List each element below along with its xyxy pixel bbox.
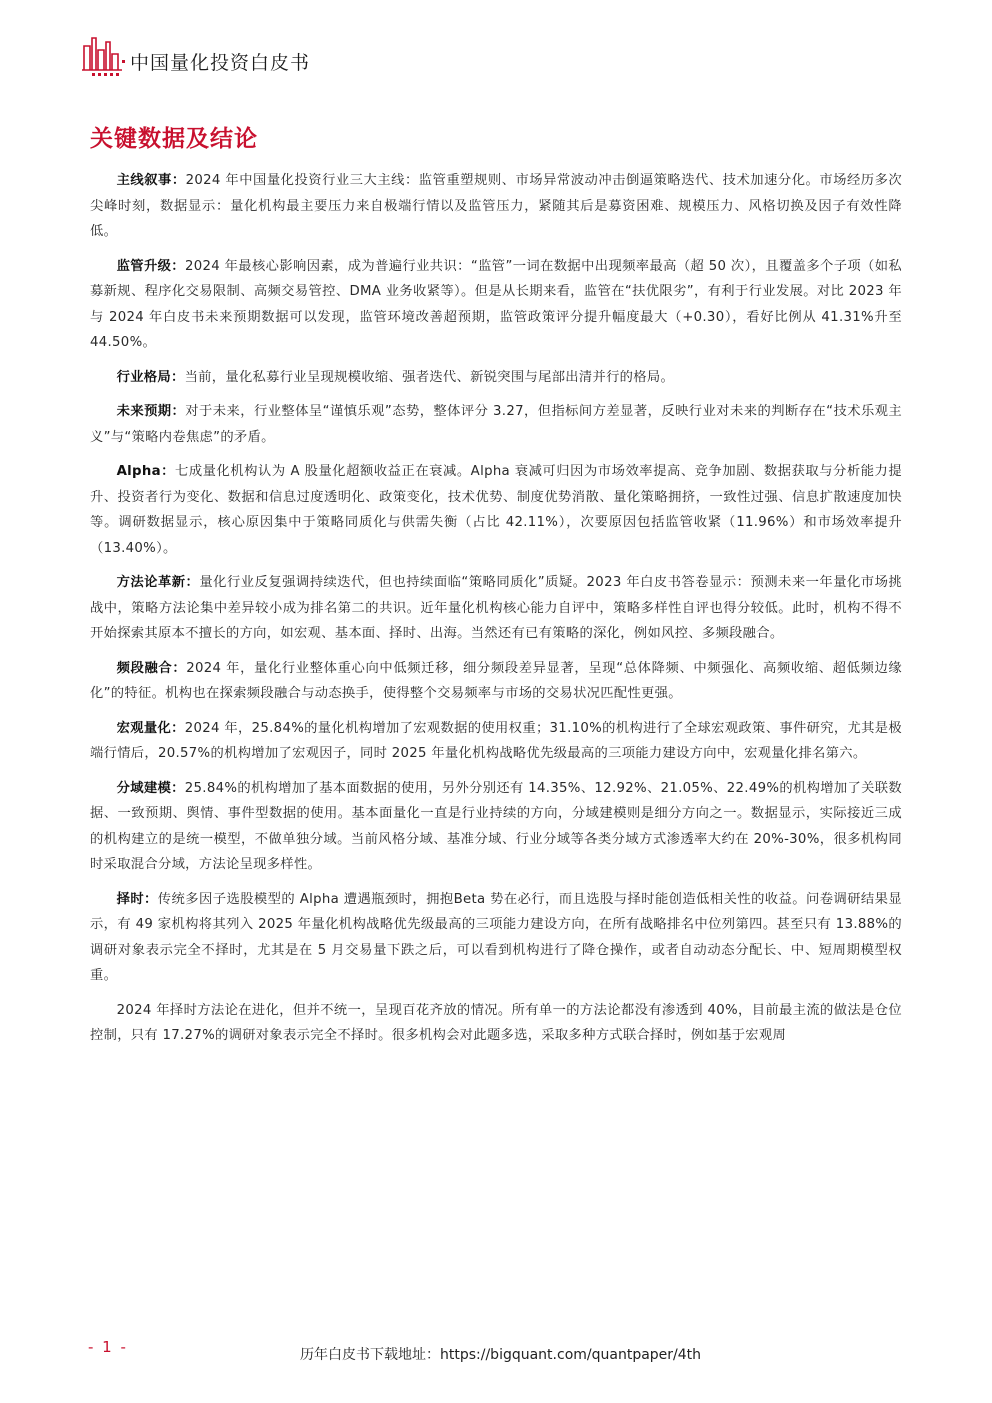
paragraph-label: Alpha：	[116, 464, 175, 479]
paragraph-text: 2024 年，量化行业整体重心向中低频迁移，细分频段差异显著，呈现“总体降频、中频强化、高频收缩、超低频边缘化”的特征。机构也在探索频段融合与动态换手，使得整个交易频率与市场的交易状况匹配性更强。	[90, 660, 903, 701]
paragraph-label: 未来预期：	[116, 404, 186, 419]
paragraph-label: 宏观量化：	[116, 720, 185, 736]
download-link[interactable]: 历年白皮书下载地址：https://bigquant.com/quantpaper/4th	[300, 1347, 702, 1363]
paragraph-domain-modeling	[90, 776, 902, 878]
paragraph-text: 传统多因子选股模型的 Alpha 遭遇瓶颈时，拥抱Beta 势在必行，而且选股与择时能创造低相关性的收益。问卷调研结果显示，有 49 家机构将其列入 2025 年量化机构战略优先级最高的三项能力建设方向，在所有战略排名中位列第四。甚至只有 13.88%的调研对象表示完全不择时，尤其是在 5 月交易量下跌之后，可以看到机构进行了降仓操作，或者自动动态分配长、中、短周期模型权重。	[90, 891, 902, 983]
paragraph-text: 对于未来，行业整体呈“谨慎乐观”态势，整体评分 3.27，但指标间方差显著，反映行业对未来的判断存在“技术乐观主义”与“策略内卷焦虑”的矛盾。	[90, 404, 903, 445]
paragraph-label: 主线叙事：	[116, 173, 186, 188]
header-title: 中国量化投资白皮书	[130, 52, 311, 74]
paragraph-text: 2024 年最核心影响因素，成为普遍行业共识：“监管”一词在数据中出现频率最高（超 50 次），且覆盖多个子项（如私募新规、程序化交易限制、高频交易管控、DMA 业务收紧等）。但是从长期来看，监管在“扶优限劣”，有利于行业发展。对比 2023 年与 2024 年白皮书未来预期数据可以发现，监管环境改善超预期，监管政策评分提升幅度最大（+0.30），看好比例从 41.31%升至 44.50%。	[90, 258, 903, 350]
paragraph-text: 当前，量化私募行业呈现规模收缩、强者迭代、新锐突围与尾部出清并行的格局。	[184, 369, 675, 385]
paragraph-label: 监管升级：	[116, 258, 185, 274]
paragraph-label: 择时：	[116, 891, 158, 907]
paragraph-label: 行业格局：	[116, 369, 185, 385]
paragraph-macro-quant	[90, 716, 902, 767]
paragraph-methodology	[90, 570, 902, 647]
paragraph-label: 分域建模：	[116, 780, 185, 796]
body-content	[90, 168, 902, 1058]
paragraph-text: 量化行业反复强调持续迭代，但也持续面临“策略同质化”质疑。2023 年白皮书答卷显示：预测未来一年量化市场挑战中，策略方法论集中差异较小成为排名第二的共识。近年量化机构核心能力自评中，策略多样性自评也得分较低。此时，机构不得不开始探索其原本不擅长的方向，如宏观、基本面、择时、出海。当然还有已有策略的深化，例如风控、多频段融合。	[90, 575, 902, 641]
paragraph-timing	[90, 887, 902, 989]
section-title: 关键数据及结论	[90, 126, 258, 152]
paragraph-regulation	[90, 254, 902, 356]
paragraph-text: 2024 年，25.84%的量化机构增加了宏观数据的使用权重；31.10%的机构进行了全球宏观政策、事件研究，尤其是极端行情后，20.57%的机构增加了宏观因子，同时 2025 年量化机构战略优先级最高的三项能力建设方向中，宏观量化排名第六。	[90, 720, 902, 761]
city-skyline-logo-icon	[82, 32, 128, 78]
paragraph-timing-evolution	[90, 998, 902, 1049]
paragraph-frequency-fusion	[90, 656, 902, 707]
paragraph-industry-landscape	[90, 365, 902, 391]
paragraph-text: 七成量化机构认为 A 股量化超额收益正在衰减。Alpha 衰减可归因为市场效率提高、竞争加剧、数据获取与分析能力提升、投资者行为变化、数据和信息过度透明化、政策变化，技术优势、制度优势消散、量化策略拥挤，一致性过强、信息扩散速度加快等。调研数据显示，核心原因集中于策略同质化与供需失衡（占比 42.11%），次要原因包括监管收紧（11.96%）和市场效率提升（13.40%）。	[90, 464, 902, 556]
paragraph-text: 2024 年择时方法论在进化，但并不统一，呈现百花齐放的情况。所有单一的方法论都没有渗透到 40%，目前最主流的做法是仓位控制，只有 17.27%的调研对象表示完全不择时。很多机构会对此题多选，采取多种方式联合择时，例如基于宏观周	[90, 1002, 902, 1043]
paragraph-text: 2024 年中国量化投资行业三大主线：监管重塑规则、市场异常波动冲击倒逼策略迭代、技术加速分化。市场经历多次尖峰时刻，数据显示：量化机构最主要压力来自极端行情以及监管压力，紧随其后是募资困难、规模压力、风格切换及因子有效性降低。	[90, 173, 903, 239]
page-number: - 1 -	[88, 1338, 128, 1356]
paragraph-label: 方法论革新：	[116, 575, 200, 590]
paragraph-alpha	[90, 459, 902, 561]
paragraph-main-narrative	[90, 168, 902, 245]
paragraph-text: 25.84%的机构增加了基本面数据的使用，另外分别还有 14.35%、12.92%、21.05%、22.49%的机构增加了关联数据、一致预期、舆情、事件型数据的使用。基本面量化一直是行业持续的方向，分域建模则是细分方向之一。数据显示，实际接近三成的机构建立的是统一模型，不做单独分域。当前风格分域、基准分域、行业分域等各类分域方式渗透率大约在 20%-30%，很多机构同时采取混合分域，方法论呈现多样性。	[90, 780, 902, 872]
paragraph-future-outlook	[90, 399, 902, 450]
paragraph-label: 频段融合：	[116, 660, 187, 676]
page-header	[82, 32, 682, 80]
